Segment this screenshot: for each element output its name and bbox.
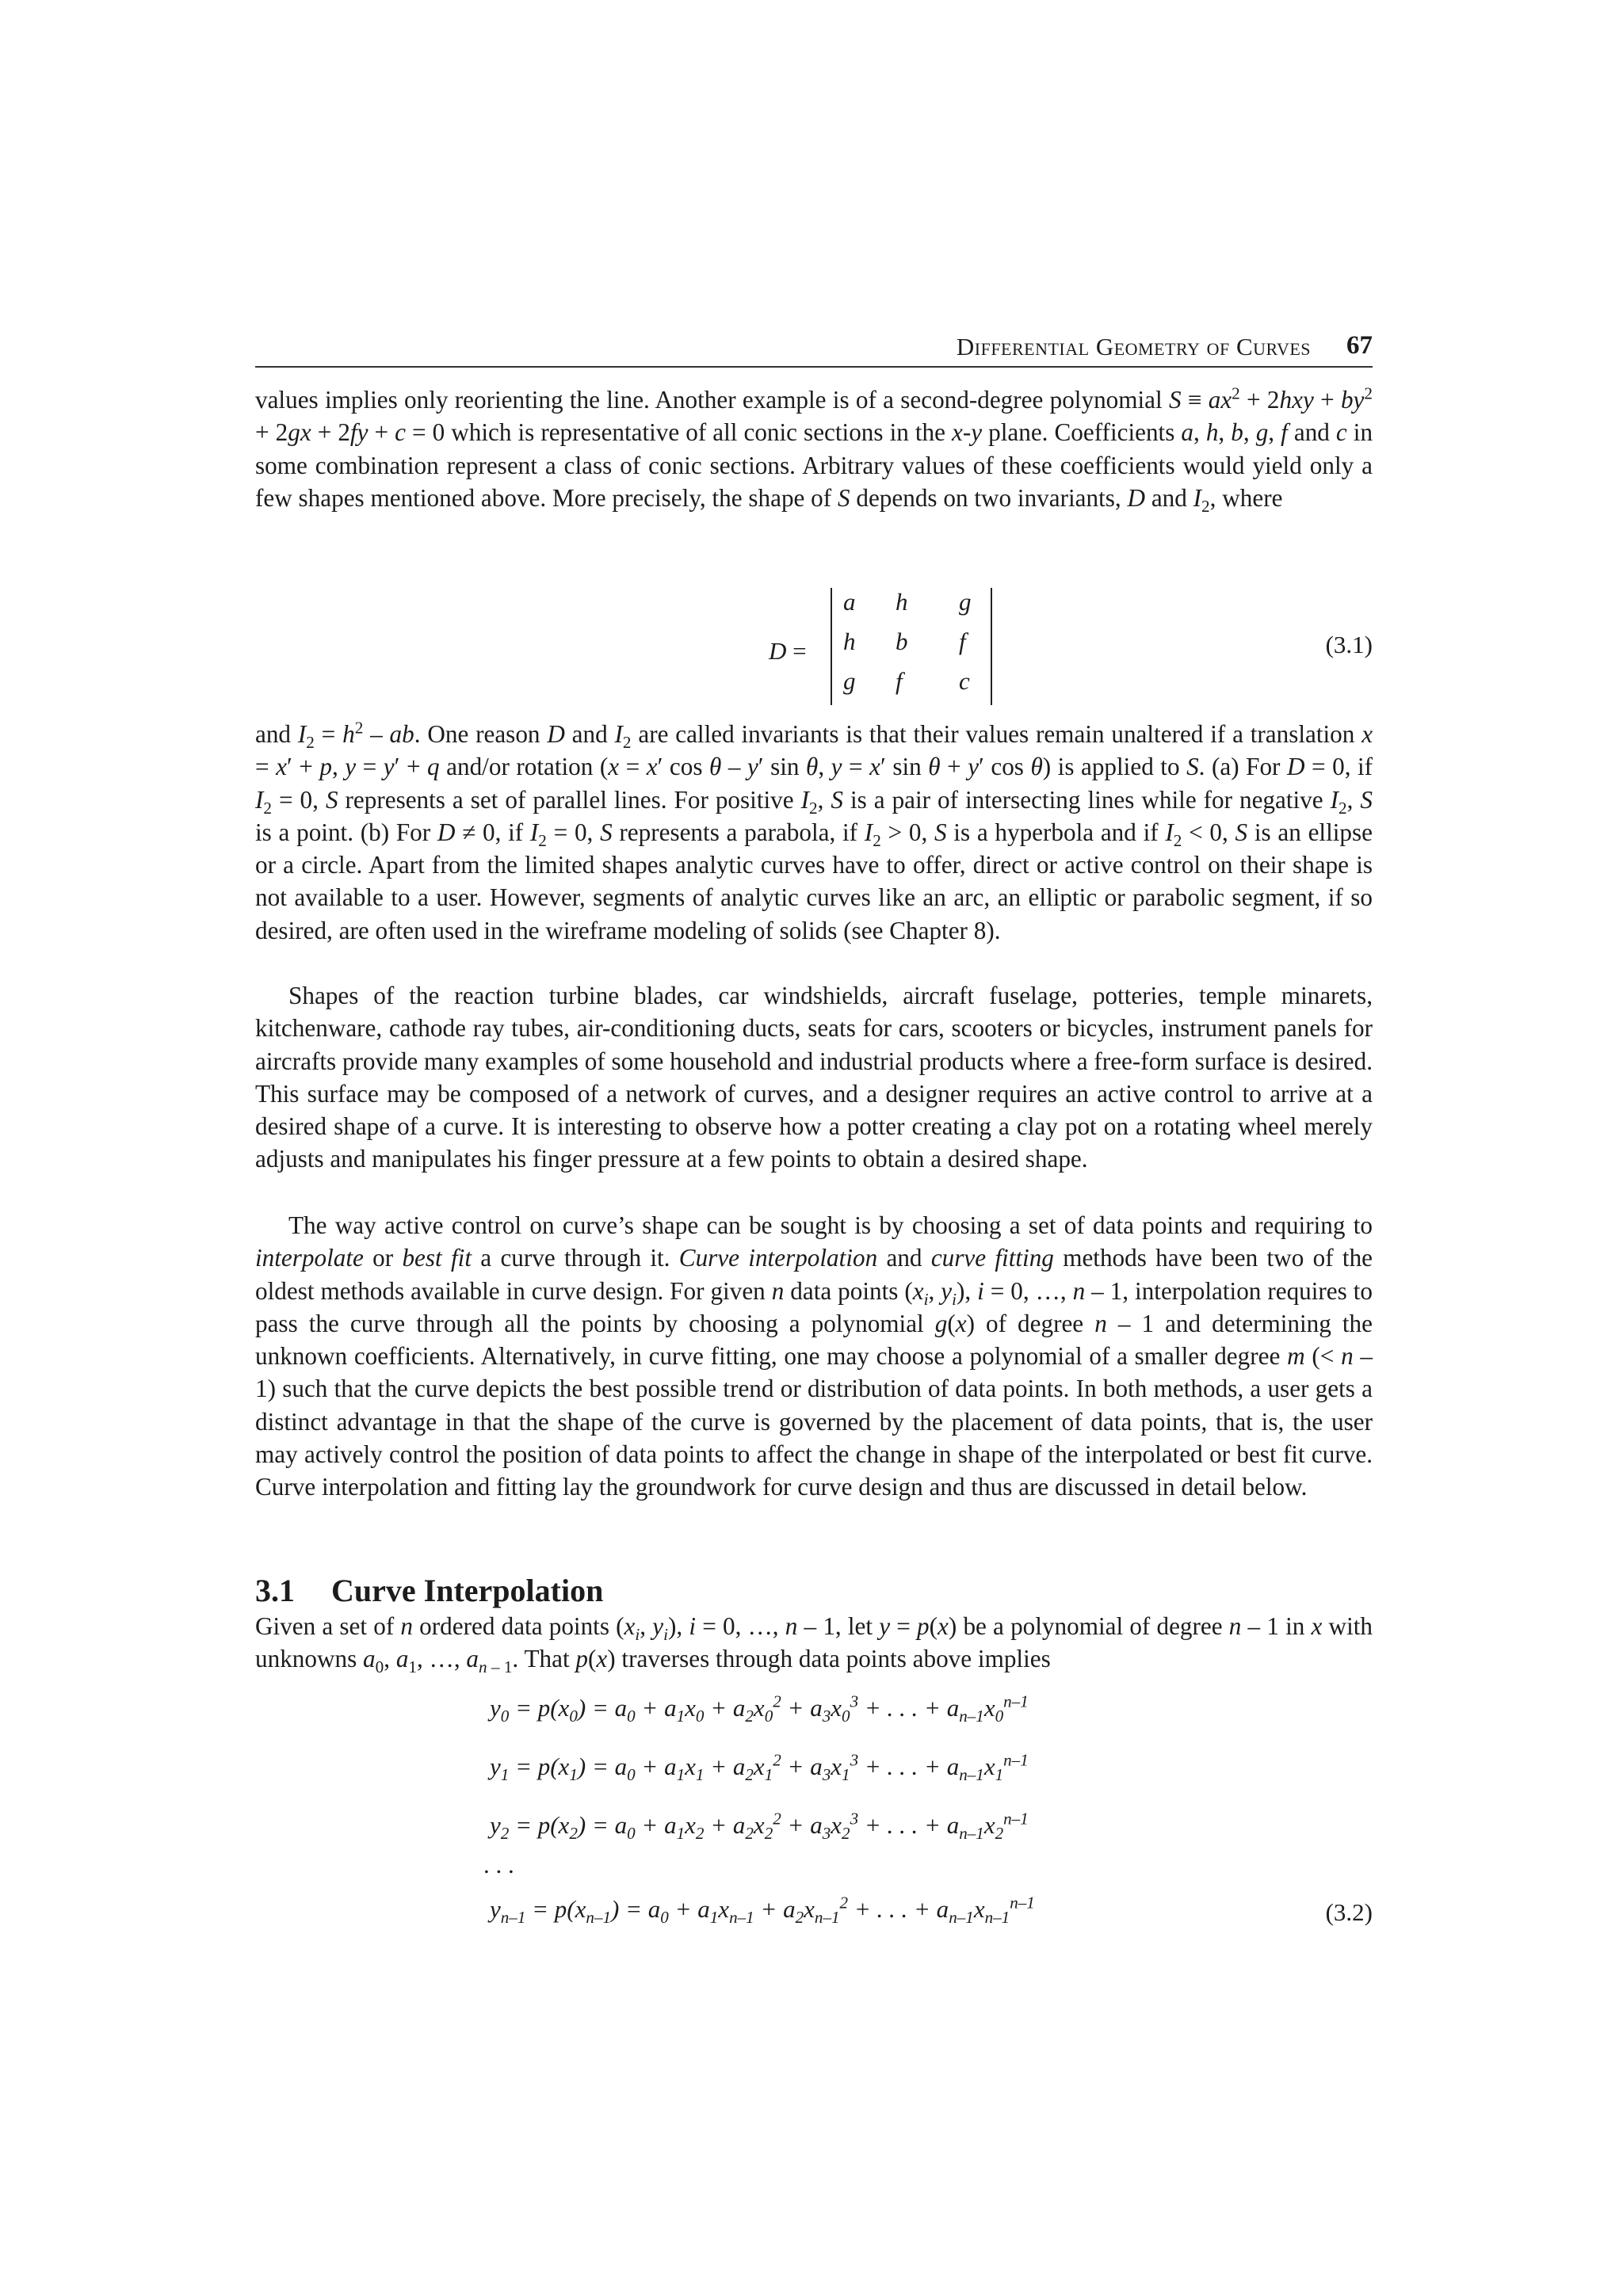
- page-number: 67: [1346, 331, 1373, 360]
- matrix-cell: h: [843, 627, 856, 655]
- matrix-cell: g: [843, 667, 856, 695]
- matrix-cell: h: [896, 588, 908, 616]
- paragraph-3: Shapes of the reaction turbine blades, car windshields, aircraft fuselage, potteries, temple minarets, kitchenware, cathode ray tubes, air-conditioning ducts, seats for cars, scooters or bicycles, instrument panels for aircrafts provide many examples of some household and industrial products where a free-form surface is desired. This surface may be composed of a network of curves, and a designer requires an active control to arrive at a desired shape of a curve. It is interesting to observe how a potter creating a clay pot on a rotating wheel merely adjusts and manipulates his finger pressure at a few points to obtain a desired shape.: [255, 982, 1373, 1173]
- equation-row-1: $y_1 = p(x_1) = a_0 + a_1x_1 + a_2x_1^2 + a_3x_1^3$ + . . . + $a_{n-1}x_1^{n-1}$: [490, 1750, 1029, 1785]
- section-heading: [255, 1572, 603, 1609]
- equation-number-3-1: (3.1): [1325, 631, 1373, 658]
- matrix-cell: c: [959, 667, 970, 695]
- equation-number-3-2: (3.2): [1325, 1898, 1373, 1926]
- matrix-cell: b: [896, 627, 908, 655]
- running-header: [255, 331, 1373, 368]
- paragraph-4: The way active control on curve’s shape can be sought is by choosing a set of data points and requiring to interpolate or best fit a curve through it. Curve interpolation and curve fitting methods have been two of the oldest methods available in curve design. For given n data points ($x_i$, $y_i$), i = 0, …, n – 1, interpolation requires to pass the curve through all the points by choosing a polynomial g(x) of degree n – 1 and determining the unknown coefficients. Alternatively, in curve fitting, one may choose a polynomial of a smaller degree m (< n – 1) such that the curve depicts the best possible trend or distribution of data points. In both methods, a user gets a distinct advantage in that the shape of the curve is governed by the placement of data points, that is, the user may actively control the position of data points to affect the change in shape of the interpolated or best fit curve. Curve interpolation and fitting lay the groundwork for curve design and thus are discussed in detail below.: [255, 1211, 1373, 1501]
- equation-ellipsis: . . .: [483, 1851, 514, 1878]
- running-title: Differential Geometry of Curves: [956, 333, 1311, 360]
- paragraph-5: Given a set of n ordered data points ($x_i$, $y_i$), i = 0, …, n – 1, let y = p(x) be a polynomial of degree n – 1 in x with unknowns $a_0$, $a_1$, …, $a_{n - 1}$. That p(x) traverses through data points above implies: [255, 1612, 1373, 1677]
- determinant-lhs: D =: [769, 637, 807, 665]
- matrix-cell: f: [896, 667, 903, 695]
- paragraph-1: values implies only reorienting the line. Another example is of a second-degree polynomial $S \equiv ax^2 + 2hxy + by^2 + 2gx + 2fy + c = 0$ which is representative of all conic sections in the x-y plane. Coefficients a, h, b, g, f and c in some combination represent a class of conic sections. Arbitrary values of these coefficients would yield only a few shapes mentioned above. More precisely, the shape of S depends on two invariants, D and $I_2$, where: [255, 383, 1373, 517]
- section-title: Curve Interpolation: [331, 1573, 604, 1608]
- matrix-cell: a: [843, 588, 856, 616]
- paragraph-2: and $I_2 = h^2$ – ab. One reason D and $I_2$ are called invariants is that their values remain unaltered if a translation x = x′ + p, y = y′ + q and/or rotation (x = x′ cos θ – y′ sin θ, y = x′ sin θ + y′ cos θ) is applied to S. (a) For D = 0, if $I_2 = 0$, S represents a set of parallel lines. For positive $I_2$, S is a pair of intersecting lines while for negative $I_2$, S is a point. (b) For D ≠ 0, if $I_2 = 0$, S represents a parabola, if $I_2 > 0$, S is a hyperbola and if $I_2 < 0$, S is an ellipse or a circle. Apart from the limited shapes analytic curves have to offer, direct or active control on their shape is not available to a user. However, segments of analytic curves like an arc, an elliptic or parabolic segment, if so desired, are often used in the wireframe modeling of solids (see Chapter 8).: [255, 718, 1373, 944]
- matrix-cell: g: [959, 588, 972, 616]
- equation-row-2: $y_2 = p(x_2) = a_0 + a_1x_2 + a_2x_2^2 + a_3x_2^3$ + . . . + $a_{n-1}x_2^{n-1}$: [490, 1809, 1029, 1844]
- equation-row-0: $y_0 = p(x_0) = a_0 + a_1x_0 + a_2x_0^2 + a_3x_0^3$ + . . . + $a_{n-1}x_0^{n-1}$: [490, 1691, 1029, 1726]
- section-number: 3.1: [255, 1573, 295, 1608]
- matrix-cell: f: [959, 627, 966, 655]
- equation-row-n: $y_{n-1} = p(x_{n-1}) = a_0 + a_1x_{n-1} + a_2x_{n-1}^2$ + . . . + $a_{n-1}x_{n-1}^{n-1}$: [490, 1893, 1035, 1928]
- determinant-matrix: [831, 588, 992, 705]
